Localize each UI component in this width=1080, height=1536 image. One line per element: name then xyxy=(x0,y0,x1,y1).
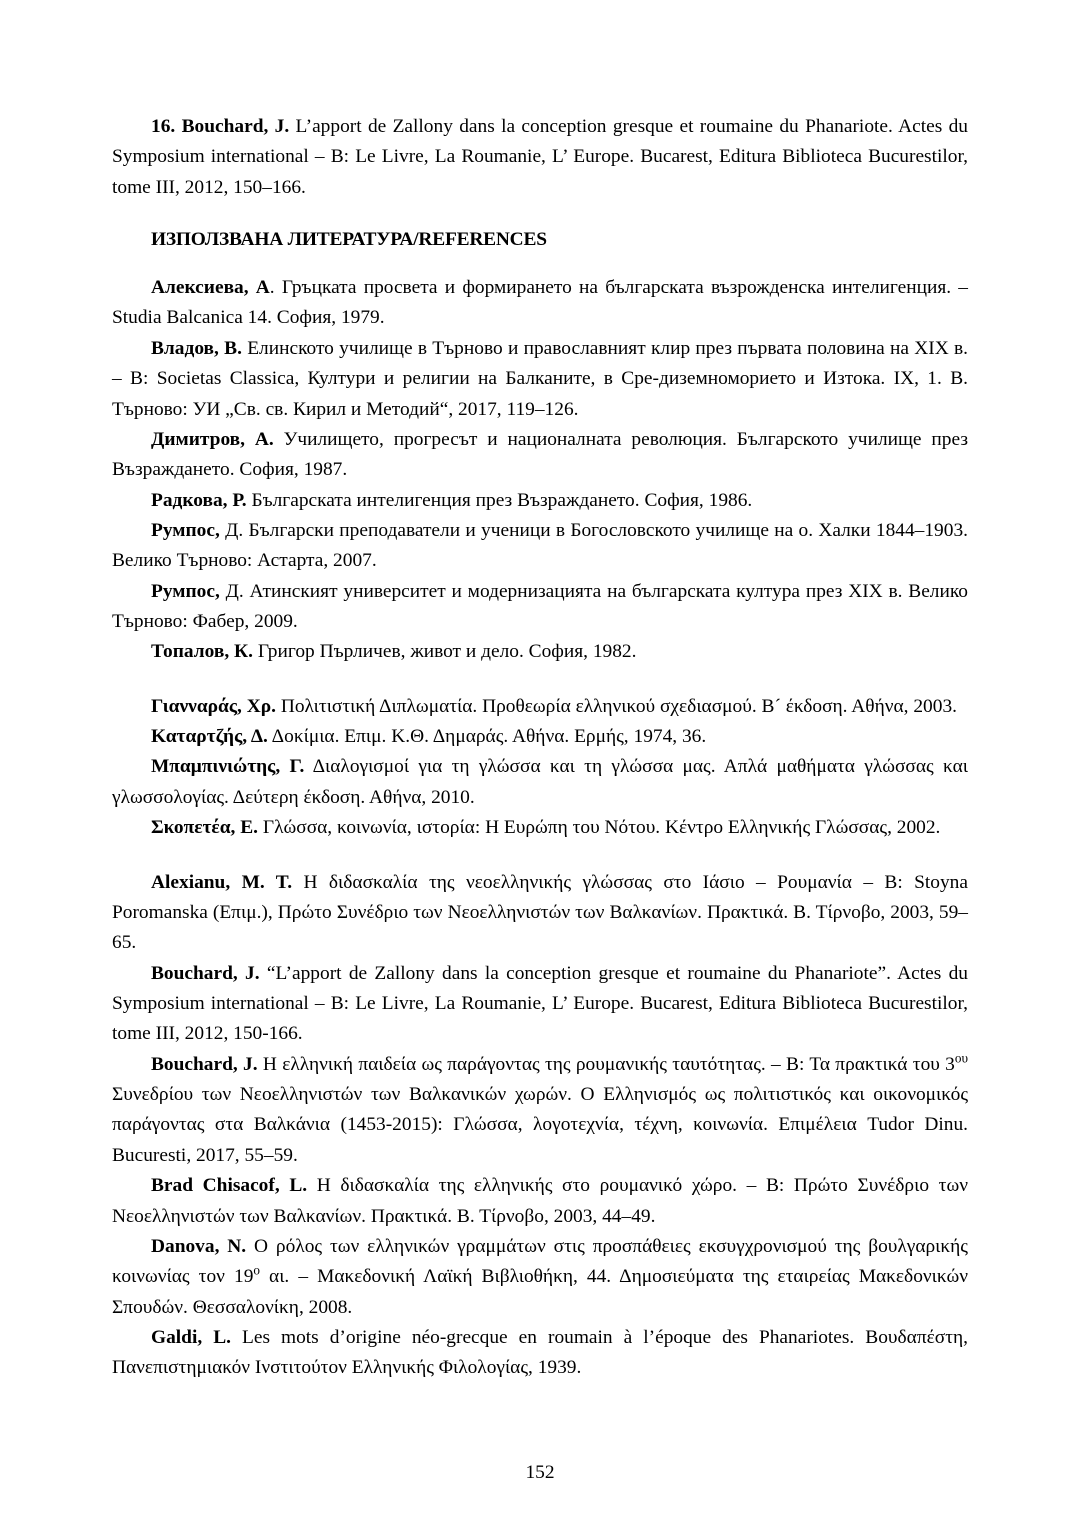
reference-text: Διαλογισμοί για τη γλώσσα και τη γλώσσα μας. Απλά μαθήματα γλώσσας και γλωσσολογίας. Δεύτερη έκδοση. Αθήνα, 2010. xyxy=(112,756,968,808)
reference-entry xyxy=(112,486,968,516)
reference-text: Γλώσσα, κοινωνία, ιστορία: Η Ευρώπη του Νότου. Κέντρο Ελληνικής Γλώσσας, 2002. xyxy=(258,817,941,839)
section-heading: ИЗПОЛЗВАНА ЛИТЕРАТУРА/REFERENCES xyxy=(151,229,547,251)
reference-text: Η διδασκαλία της ελληνικής στο ρουμανικό χώρο. – Β: Πρώτο Συνέδριο των Νεοελληνιστών των Βαλκανίων. Πρακτικά. Β. Τίρνοβο, 2003, 44–49. xyxy=(112,1175,968,1227)
reference-text: Πολιτιστική Διπλωματία. Προθεωρία ελληνικού σχεδιασμού. Β´ έκδοση. Αθήνα, 2003. xyxy=(275,695,957,717)
reference-entry xyxy=(112,1323,968,1384)
reference-entry xyxy=(112,273,968,334)
reference-entry xyxy=(112,1050,968,1171)
reference-entry xyxy=(112,334,968,425)
reference-text: Елинското училище в Търново и православният клир през първата половина на XIX в. – B: Societas Classica, Култури и религии на Балканите, в Сре-диземноморието и Изтока. IX, 1. В. Търново: УИ „Св. св. Кирил и Методий“, 2017, 119–126. xyxy=(112,337,968,420)
reference-text: “L’apport de Zallony dans la conception gresque et roumaine du Phanariote”. Actes du Symposium international – B: Le Livre, La Roumanie, L’ Europe. Bucarest, Editura Biblioteca Bucurestilor, tome III, 2012, 150-166. xyxy=(112,962,968,1045)
reference-text: Училището, прогресът и националната революция. Българското училище през Възраждането. София, 1987. xyxy=(112,428,968,481)
reference-author: Bouchard, J. xyxy=(151,962,260,984)
reference-author: Алексиева, А xyxy=(151,277,270,299)
reference-entry xyxy=(112,637,968,667)
reference-author: Румпос, xyxy=(151,580,220,602)
reference-author: Alexianu, M. T. xyxy=(151,871,293,893)
reference-author: Bouchard, J. xyxy=(151,1053,258,1075)
reference-author: Σκοπετέα, Ε. xyxy=(151,817,259,839)
reference-text: Д. Български преподаватели и ученици в Богословското училище на о. Халки 1844–1903. Велико Търново: Астарта, 2007. xyxy=(112,519,968,572)
group-separator xyxy=(112,668,968,692)
reference-entry xyxy=(112,692,968,722)
page-content xyxy=(112,112,968,1384)
group-separator xyxy=(112,844,968,868)
reference-author: Danova, N. xyxy=(151,1235,247,1257)
reference-entry xyxy=(112,1171,968,1232)
reference-entry xyxy=(112,425,968,486)
reference-text: Δοκίμια. Επιμ. Κ.Θ. Δημαράς. Αθήνα. Ερμής, 1974, 36. xyxy=(267,726,707,748)
reference-author: Владов, В. xyxy=(151,337,242,359)
reference-text: Българската интелигенция през Възраждането. София, 1986. xyxy=(246,489,753,511)
reference-author: Bouchard, J. xyxy=(181,116,290,137)
reference-number: 16. xyxy=(151,116,176,137)
reference-author: Galdi, L. xyxy=(151,1326,231,1348)
page-number: 152 xyxy=(525,1462,555,1483)
reference-author: Μπαμπινιώτης, Γ. xyxy=(151,756,305,778)
reference-group-latin xyxy=(112,868,968,1384)
reference-group-cyrillic xyxy=(112,273,968,668)
reference-entry xyxy=(112,959,968,1050)
reference-text: Η διδασκαλία της νεοελληνικής γλώσσας στο Ιάσιο – Ρουμανία – Β: Stoyna Poromanska (Επιμ.), Πρώτο Συνέδριο των Νεοελληνιστών των Βαλκανίων. Πρακτικά. Β. Τίρνοβο, 2003, 59–65. xyxy=(112,871,968,954)
reference-author: Радкова, Р. xyxy=(151,489,247,511)
reference-author: Топалов, К. xyxy=(151,641,253,663)
reference-author: Γιανναράς, Χρ. xyxy=(151,695,276,717)
reference-text: Ο ρόλος των ελληνικών γραμμάτων στις προσπάθειες εκσυγχρονισμού της βουλγαρικής κοινωνίας τον $19^o$ αι. – Μακεδονική Λαϊκή Βιβλιοθήκη, 44. Δημοσιεύματα της εταιρείας Μακεδονικών Σπουδών. Θεσσαλονίκη, 2008. xyxy=(112,1235,969,1318)
reference-entry xyxy=(112,752,968,813)
reference-text: Les mots d’origine néo-grecque en roumain à l’époque des Phanariotes. Βουδαπέστη, Πανεπιστημιακόν Ινστιτούτον Ελληνικής Φιλολογίας, 1939. xyxy=(112,1326,968,1379)
reference-group-greek xyxy=(112,692,968,844)
reference-text: Григор Пърличев, живот и дело. София, 1982. xyxy=(252,641,637,663)
reference-entry xyxy=(112,813,968,843)
reference-text: L’apport de Zallony dans la conception gresque et roumaine du Phanariote. Actes du Symposium international – B: Le Livre, La Roumanie, L’ Europe. Bucarest, Editura Biblioteca Bucurestilor, tome III, 2012, 150–166. xyxy=(112,116,968,198)
reference-text: Д. Атинският университет и модернизацията на българската култура през XIX в. Велико Търново: Фабер, 2009. xyxy=(112,580,968,633)
reference-entry xyxy=(112,868,968,959)
reference-author: Brad Chisacof, L. xyxy=(151,1175,308,1197)
reference-entry xyxy=(112,722,968,752)
reference-author: Καταρτζής, Δ. xyxy=(151,726,268,748)
reference-author: Димитров, А. xyxy=(151,428,274,450)
reference-entry xyxy=(112,1232,968,1323)
reference-text: . Гръцката просвета и формирането на българската възрожденска интелигенция. – Studia Balcanica 14. София, 1979. xyxy=(112,277,968,329)
reference-entry xyxy=(112,577,968,638)
reference-entry xyxy=(112,516,968,577)
reference-author: Румпос, xyxy=(151,519,220,541)
reference-text: Η ελληνική παιδεία ως παράγοντας της ρουμανικής ταυτότητας. – Β: Τα πρακτικά του $3^{o\upsilon}$ Συνεδρίου των Νεοελληνιστών των Βαλκανικών χωρών. Ο Ελληνισμός ως πολιτιστικός και οικονομικός παράγοντας στα Βαλκάνια (1453-2015): Γλώσσα, λογοτεχνία, τέχνη, κοινωνία. Επιμέλεια Tudor Dinu. Bucuresti, 2017, 55–59. xyxy=(112,1050,968,1166)
numbered-reference-16 xyxy=(112,112,968,203)
